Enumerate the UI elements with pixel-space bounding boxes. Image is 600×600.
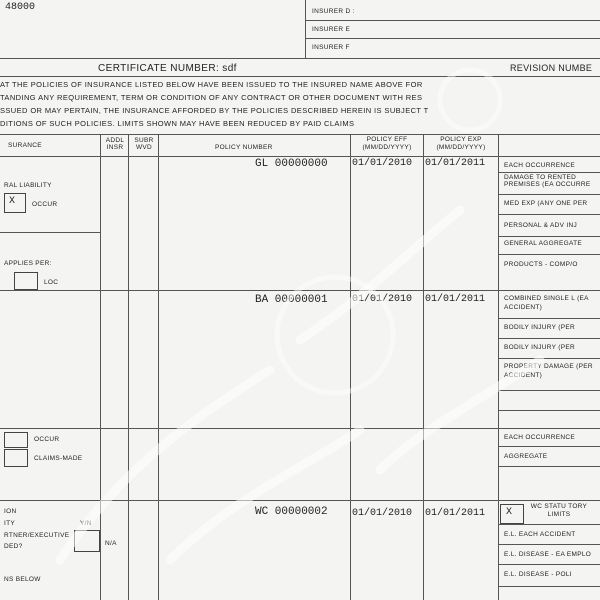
gl-occur: OCCUR	[32, 201, 58, 208]
auto-limit-rule-5	[498, 410, 600, 411]
insurer-e-label: INSURER E	[312, 26, 351, 33]
auto-exp-date: 01/01/2011	[425, 294, 486, 305]
wc-eff-date: 01/01/2010	[352, 508, 413, 519]
gl-eff-date: 01/01/2010	[352, 158, 413, 169]
wc-exp-date: 01/01/2011	[425, 508, 486, 519]
umbrella-limit-each-occurrence: EACH OCCURRENCE	[504, 434, 575, 441]
header-policy-eff: POLICY EFF (MM/DD/YYYY)	[362, 136, 412, 151]
wc-line-2: ITY	[4, 520, 16, 527]
gl-limit-damage-rented: DAMAGE TO RENTED PREMISES (EA OCCURRE	[504, 174, 591, 188]
umbrella-claims-box[interactable]	[4, 449, 28, 467]
wc-limit-rule-2	[498, 564, 600, 565]
header-addl: ADDL INSR	[105, 137, 125, 151]
wc-limit-each-accident: E.L. EACH ACCIDENT	[504, 531, 576, 538]
gl-limit-rule-4	[498, 236, 600, 237]
gl-limit-rule-3	[498, 214, 600, 215]
wc-yn-box[interactable]	[74, 530, 100, 552]
col-policy	[158, 134, 159, 600]
certificate-number: CERTIFICATE NUMBER: sdf	[98, 63, 237, 74]
umbrella-occur-box[interactable]	[4, 432, 28, 448]
insurer-f-label: INSURER F	[312, 44, 350, 51]
wc-check: X	[506, 507, 513, 518]
insurer-d-rule	[305, 20, 600, 21]
gl-limit-med-exp: MED EXP (ANY ONE PER	[504, 200, 588, 207]
gl-limit-products: PRODUCTS - COMP/O	[504, 261, 578, 268]
wc-line-3: RTNER/EXECUTIVE	[4, 532, 70, 539]
header-subr: SUBR WVD	[134, 137, 154, 151]
col-exp	[423, 134, 424, 600]
gl-loc: LOC	[44, 279, 59, 286]
gl-limit-rule-2	[498, 194, 600, 195]
cert-bottom-rule	[0, 76, 600, 77]
wc-line-4: DED?	[4, 543, 23, 550]
notice-line-1: AT THE POLICIES OF INSURANCE LISTED BELOW HAVE BEEN ISSUED TO THE INSURED NAME ABOVE FOR	[0, 80, 423, 89]
gl-check: X	[9, 196, 16, 207]
gl-loc-box[interactable]	[14, 272, 38, 290]
gl-label: RAL LIABILITY	[4, 182, 52, 189]
auto-limit-combined-single: COMBINED SINGLE L (EA ACCIDENT)	[504, 295, 589, 311]
auto-top-rule	[0, 290, 600, 291]
wc-na: N/A	[105, 540, 117, 547]
wc-top-rule	[0, 500, 600, 501]
auto-limit-rule-3	[498, 358, 600, 359]
table-top-rule	[0, 134, 600, 135]
wc-limit-rule-3	[498, 586, 600, 587]
header-insurance: SURANCE	[8, 142, 42, 149]
umbrella-claims-made: CLAIMS-MADE	[34, 455, 83, 462]
revision-number: REVISION NUMBE	[510, 63, 593, 73]
header-policy-number: POLICY NUMBER	[215, 144, 273, 151]
header-policy-exp: POLICY EXP (MM/DD/YYYY)	[436, 136, 486, 151]
auto-limit-rule-4	[498, 390, 600, 391]
zip-code: 48000	[5, 2, 36, 13]
wc-limit-disease-employee: E.L. DISEASE - EA EMPLO	[504, 551, 592, 558]
auto-limit-bodily-injury-1: BODILY INJURY (PER	[504, 324, 576, 331]
umbrella-limit-rule-1	[498, 446, 600, 447]
wc-policy-number: WC 00000002	[255, 506, 328, 518]
insurer-e-rule	[305, 38, 600, 39]
umbrella-top-rule	[0, 428, 600, 429]
gl-sub-rule-1	[0, 232, 100, 233]
insurer-d-label: INSURER D :	[312, 8, 355, 15]
col-limits	[498, 134, 499, 600]
gl-limit-personal-adv: PERSONAL & ADV INJ	[504, 222, 578, 229]
wc-line-1: ION	[4, 508, 17, 515]
auto-eff-date: 01/01/2010	[352, 294, 413, 305]
gl-exp-date: 01/01/2011	[425, 158, 486, 169]
notice-line-2: TANDING ANY REQUIREMENT, TERM OR CONDITION OF ANY CONTRACT OR OTHER DOCUMENT WITH RES	[0, 93, 423, 102]
notice-line-3: SSUED OR MAY PERTAIN, THE INSURANCE AFFORDED BY THE POLICIES DESCRIBED HEREIN IS SUBJECT T	[0, 106, 429, 115]
header-bottom-rule	[0, 156, 600, 157]
auto-limit-property-damage: PROPERTY DAMAGE (PER ACCIDENT)	[504, 363, 593, 379]
notice-line-4: DITIONS OF SUCH POLICIES. LIMITS SHOWN MAY HAVE BEEN REDUCED BY PAID CLAIMS	[0, 119, 355, 128]
umbrella-limit-rule-2	[498, 466, 600, 467]
cert-top-rule	[0, 58, 600, 59]
col-subr	[128, 134, 129, 600]
umbrella-occur: OCCUR	[34, 436, 60, 443]
wc-ops: NS BELOW	[4, 576, 41, 583]
gl-applies-per: APPLIES PER:	[4, 260, 52, 267]
gl-policy-number: GL 00000000	[255, 158, 328, 170]
wc-yn: Y/N	[80, 520, 92, 527]
umbrella-limit-aggregate: AGGREGATE	[504, 453, 548, 460]
gl-limit-rule-5	[498, 254, 600, 255]
col-eff	[350, 134, 351, 600]
auto-policy-number: BA 00000001	[255, 294, 328, 306]
wc-limit-rule-0	[498, 524, 600, 525]
col-addl	[100, 134, 101, 600]
auto-limit-rule-2	[498, 338, 600, 339]
wc-limit-rule-1	[498, 544, 600, 545]
auto-limit-rule-1	[498, 318, 600, 319]
gl-limit-general-aggregate: GENERAL AGGREGATE	[504, 240, 583, 247]
auto-limit-bodily-injury-2: BODILY INJURY (PER	[504, 344, 576, 351]
gl-limit-rule-1	[498, 172, 600, 173]
wc-limit-disease-policy: E.L. DISEASE - POLI	[504, 571, 572, 578]
gl-limit-each-occurrence: EACH OCCURRENCE	[504, 162, 575, 169]
wc-statutory: WC STATU TORY LIMITS	[530, 503, 588, 518]
top-divider	[305, 0, 306, 58]
